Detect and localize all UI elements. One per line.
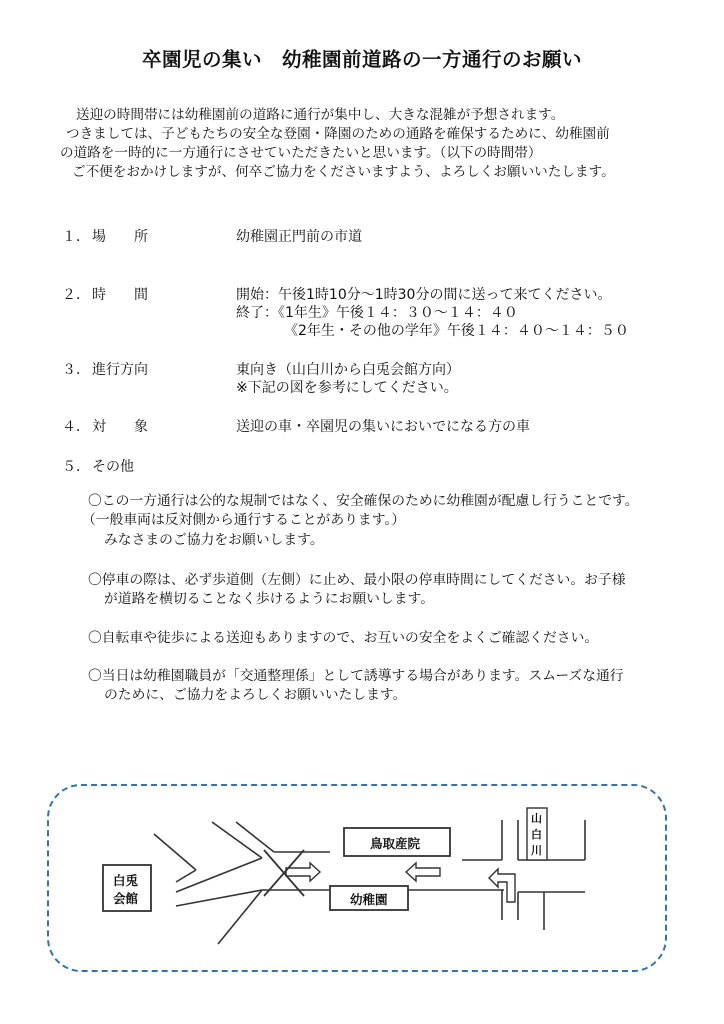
item-label-direction: 進行方向	[92, 362, 148, 378]
target-value: 送迎の車・卒園児の集いにおいでになる方の車	[236, 419, 530, 435]
item-label-other: その他	[92, 459, 134, 475]
item-value-place: 幼稚園正門前の市道	[236, 229, 362, 245]
item-label-place: 場 所	[92, 229, 148, 245]
note-1-line-3: みなさまのご協力をお願いします。	[104, 532, 324, 548]
note-4-line-1: 〇当日は幼稚園職員が「交通整理係」として誘導する場合があります。スムーズな通行	[88, 668, 624, 684]
intro-line-1: 送迎の時間帯には幼稚園前の道路に通行が集中し、大きな混雑が予想されます。	[76, 107, 565, 123]
item-number-other: ５．	[62, 459, 90, 475]
time-end-first-grade: 終了：《1年生》午後１４：３０～１４：４０	[236, 305, 518, 321]
intro-line-2: つきましては、子どもたちの安全な登園・降園のための通路を確保するために、幼稚園前	[66, 126, 610, 142]
road-edge	[236, 822, 274, 852]
hakuto-label-line-2: 会館	[113, 891, 139, 906]
item-label-time: 時 間	[92, 287, 148, 303]
note-1-line-1: 〇この一方通行は公的な規制ではなく、安全確保のために幼稚園が配慮し行うことです。	[88, 493, 639, 509]
river-label-2: 白	[531, 828, 542, 841]
time-start: 開始：午後1時10分～1時30分の間に送って来てください。	[236, 287, 612, 303]
time-end-other-grades: 《2年生・その他の学年》午後１４：４０～１４：５０	[284, 323, 629, 339]
page-title: 卒園児の集い 幼稚園前道路の一方通行のお願い	[141, 48, 582, 71]
hakuto-label-line-1: 白兎	[113, 873, 139, 888]
item-number-direction: ３．	[62, 362, 90, 378]
direction-value: 東向き（山白川から白兎会館方向）	[236, 362, 460, 378]
intro-line-3: の道路を一時的に一方通行にさせていただきたいと思います。（以下の時間帯）	[60, 145, 542, 161]
tottori-sanin-label: 鳥取産院	[370, 836, 421, 851]
item-number-place: １．	[62, 229, 90, 245]
left-arrow-icon	[406, 863, 440, 881]
road-edge	[176, 890, 262, 906]
note-3: 〇自転車や徒歩による送迎もありますので、お互いの安全をよくご確認ください。	[88, 630, 599, 646]
note-2-line-1: 〇停車の際は、必ず歩道側（左側）に止め、最小限の停車時間にしてください。お子様	[88, 572, 626, 588]
direction-note: ※下記の図を参考にしてください。	[236, 380, 458, 396]
item-number-time: ２．	[62, 287, 90, 303]
intro-line-4: ご不便をおかけしますが、何卒ご協力をくださいますよう、よろしくお願いいたします。	[72, 164, 615, 180]
road-edge	[176, 870, 196, 882]
road-edge	[218, 890, 262, 944]
item-label-target: 対 象	[92, 419, 148, 435]
road-edge	[212, 822, 262, 858]
kindergarten-label: 幼稚園	[350, 892, 388, 907]
road-edge	[154, 834, 196, 870]
note-2-line-2: が道路を横切ることなく歩けるようにお願いします。	[104, 591, 435, 607]
note-4-line-2: のために、ご協力をよろしくお願いいたします。	[104, 687, 407, 703]
note-1-line-2: （一般車両は反対側から通行することがあります。）	[82, 512, 406, 528]
item-number-target: ４．	[62, 419, 90, 435]
river-label-3: 川	[531, 844, 542, 857]
river-label-1: 山	[531, 812, 542, 825]
